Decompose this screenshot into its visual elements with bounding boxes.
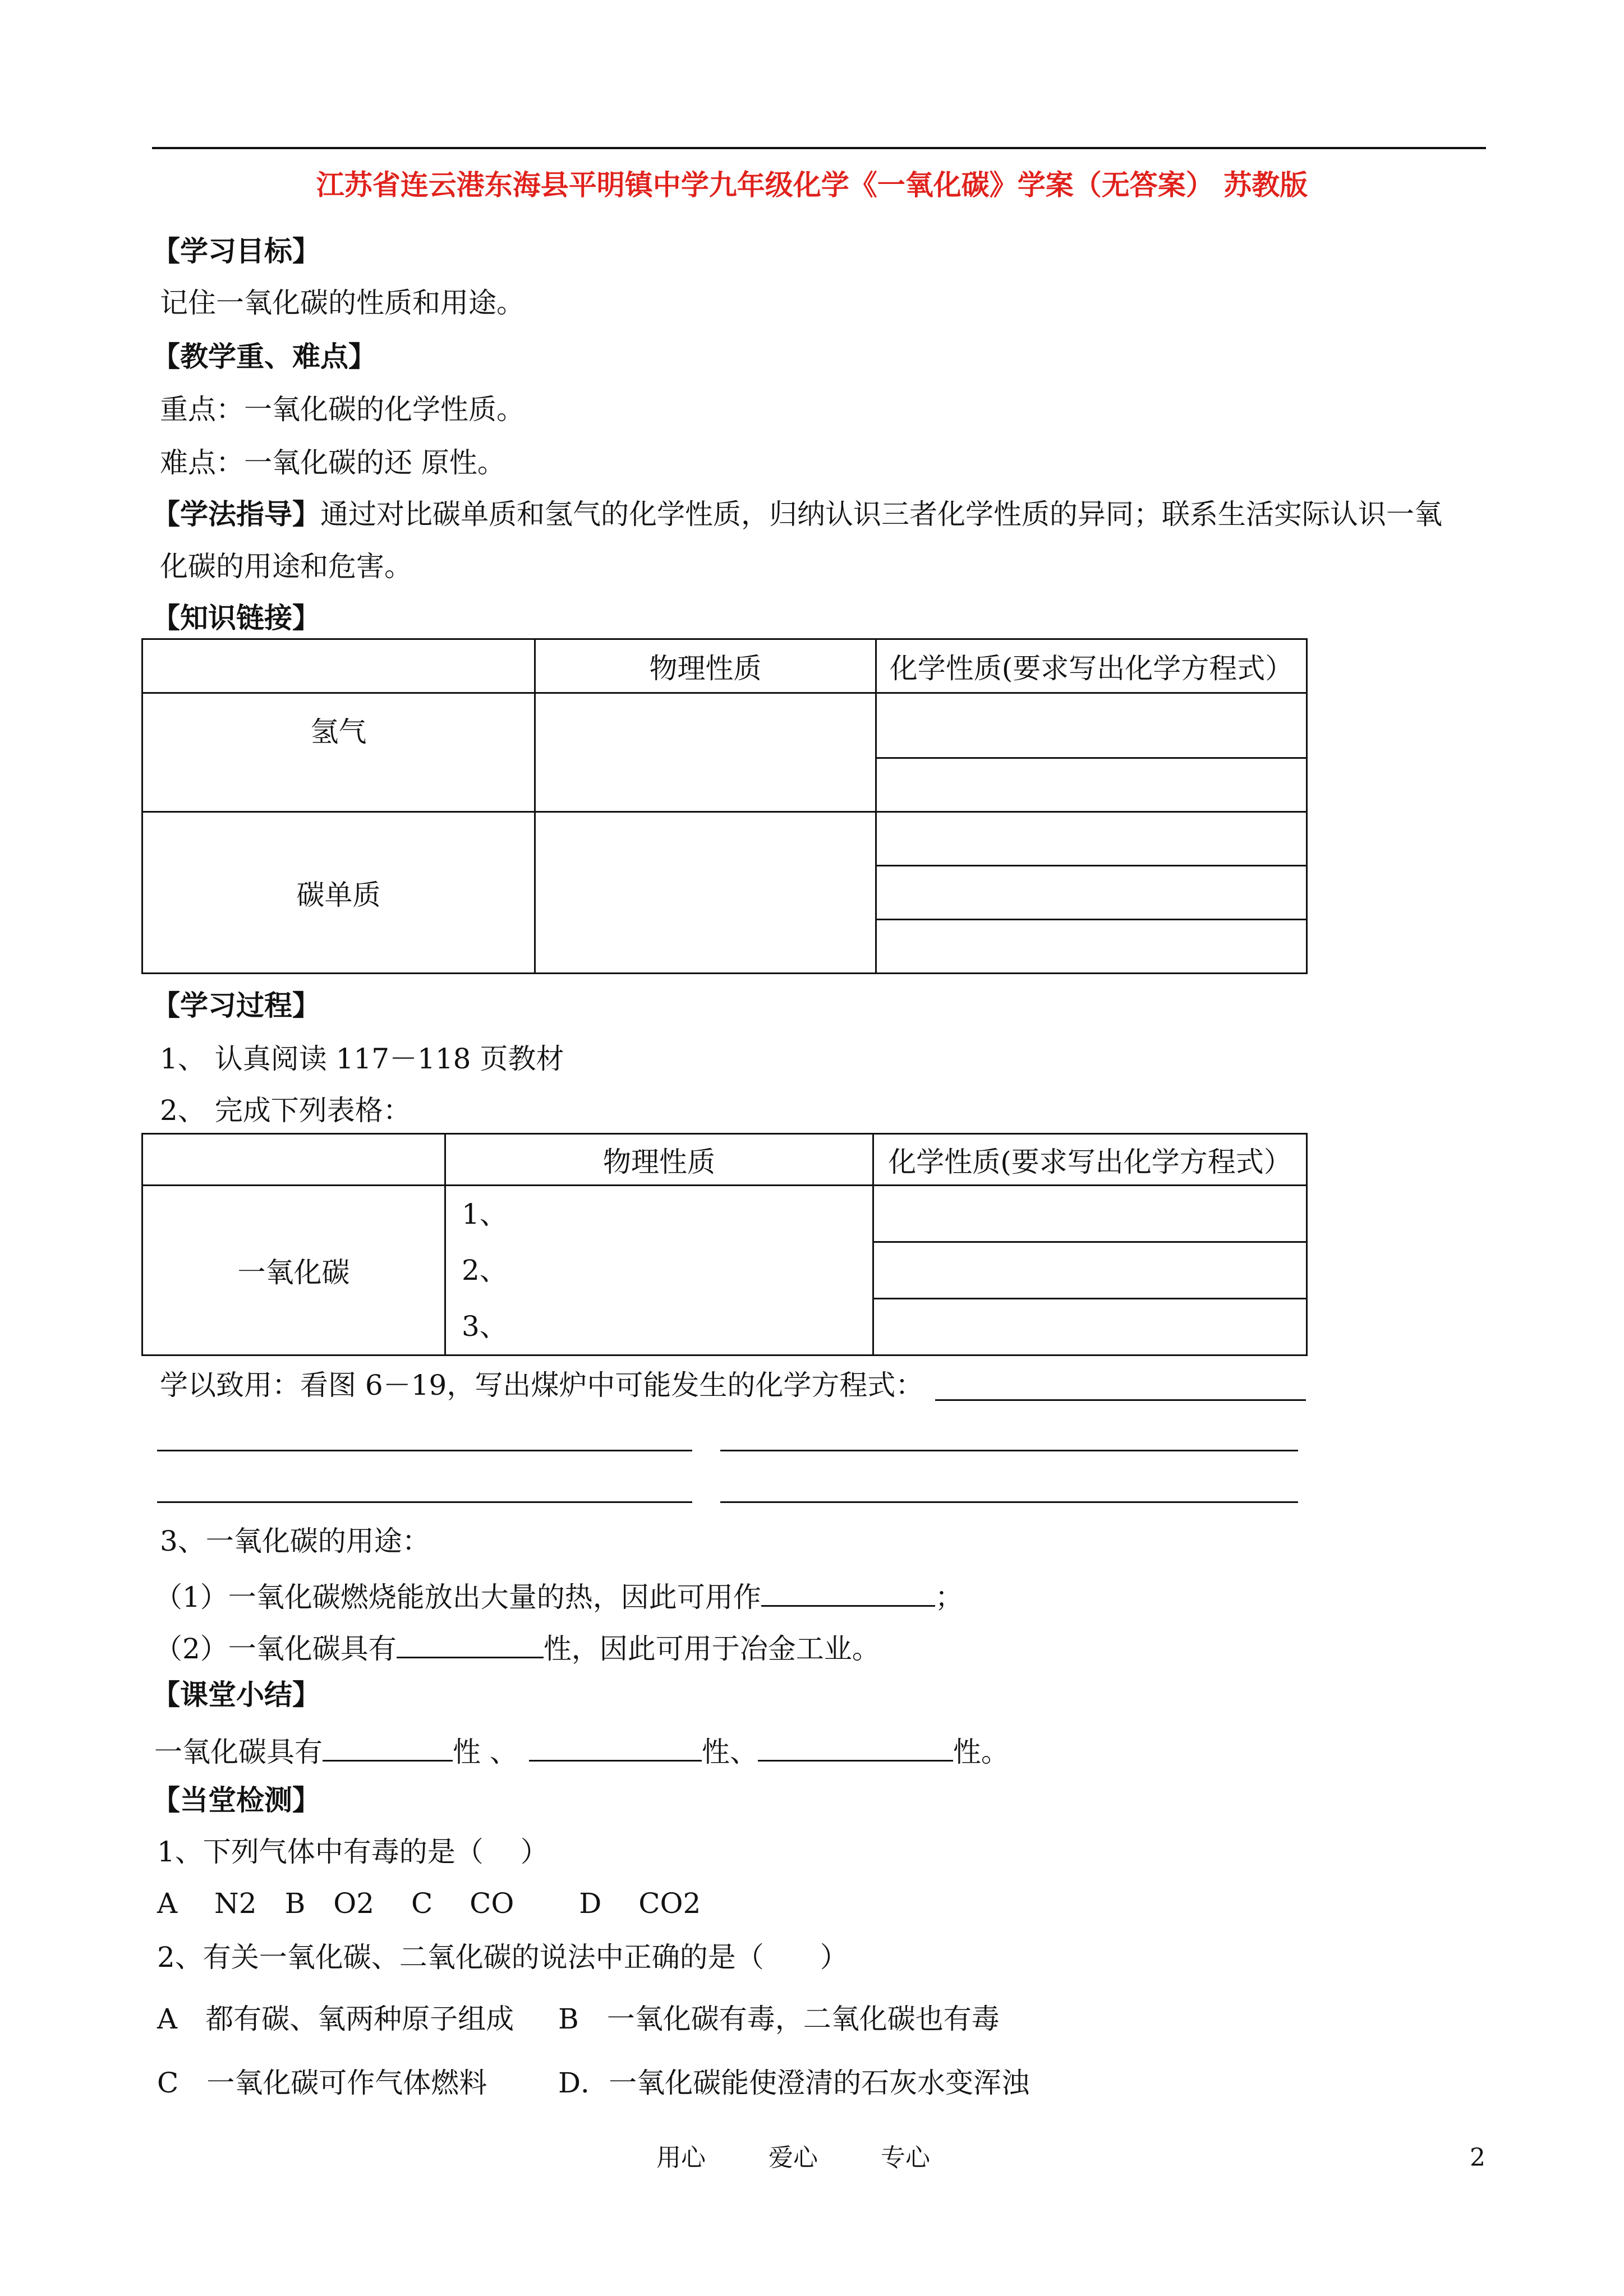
footer-motto-2: 爱心 <box>769 2143 818 2172</box>
use1-suffix: ； <box>935 1581 963 1613</box>
use1-prefix: （1）一氧化碳燃烧能放出大量的热，因此可用作 <box>154 1581 761 1613</box>
summary-line <box>154 1732 1009 1769</box>
table2-item-2: 2、 <box>462 1254 508 1287</box>
table1-hydrogen-chem-1 <box>876 693 1307 758</box>
apply-text: 学以致用：看图 6－19，写出煤炉中可能发生的化学方程式： <box>160 1369 924 1401</box>
table1-header-physical: 物理性质 <box>535 639 876 693</box>
table2-chem-3 <box>873 1299 1307 1356</box>
step1-text: 1、 认真阅读 117－118 页教材 <box>160 1043 564 1075</box>
apply-blank-4[interactable] <box>157 1501 692 1503</box>
table2-item-3: 3、 <box>462 1310 508 1343</box>
method-text-line2: 化碳的用途和危害。 <box>160 550 412 583</box>
table2-chem-1 <box>873 1186 1307 1242</box>
table1-carbon-chem-2 <box>876 866 1307 920</box>
table1-row-hydrogen: 氢气 <box>142 693 535 812</box>
table2-row-co: 一氧化碳 <box>142 1186 445 1356</box>
summary-prefix: 一氧化碳具有 <box>154 1736 323 1768</box>
document-title: 江苏省连云港东海县平明镇中学九年级化学《一氧化碳》学案（无答案） 苏教版 <box>316 168 1308 201</box>
table2-physical-list <box>445 1186 873 1356</box>
method-paragraph <box>152 497 1442 531</box>
apply-blank-3[interactable] <box>720 1450 1298 1451</box>
table1-carbon-chem-3 <box>876 920 1307 974</box>
difficult-point: 难点：一氧化碳的还 原性。 <box>160 446 505 479</box>
objective-text: 记住一氧化碳的性质和用途。 <box>160 287 525 319</box>
apply-blank-5[interactable] <box>720 1501 1298 1503</box>
question-2-option-a: A 都有碳、氧两种原子组成 <box>157 2003 514 2035</box>
table2-empty-header <box>142 1134 445 1186</box>
method-heading: 【学法指导】 <box>152 497 320 531</box>
question-2-option-d: D．一氧化碳能使澄清的石灰水变浑浊 <box>558 2067 1030 2099</box>
knowledge-table <box>141 638 1308 974</box>
summary-suffix: 性。 <box>953 1736 1009 1768</box>
method-text-line1: 通过对比碳单质和氢气的化学性质，归纳认识三者化学性质的异同；联系生活实际认识一氧 <box>320 498 1442 531</box>
use2-prefix: （2）一氧化碳具有 <box>154 1633 397 1665</box>
use1-line <box>154 1577 963 1614</box>
footer-motto-1: 用心 <box>656 2143 706 2172</box>
summary-blank-1[interactable] <box>323 1732 453 1762</box>
question-2-option-b: B 一氧化碳有毒，二氧化碳也有毒 <box>558 2003 1000 2035</box>
test-heading: 【当堂检测】 <box>152 1783 320 1816</box>
table1-hydrogen-physical <box>535 693 876 812</box>
table1-header-chemical: 化学性质(要求写出化学方程式） <box>876 639 1307 693</box>
question-2-option-c: C 一氧化碳可作气体燃料 <box>157 2067 487 2099</box>
summary-mid1: 性 、 <box>453 1736 518 1768</box>
summary-heading: 【课堂小结】 <box>152 1678 320 1711</box>
table1-hydrogen-chem-2 <box>876 758 1307 812</box>
step3-text: 3、一氧化碳的用途： <box>160 1525 430 1557</box>
table2-item-1: 1、 <box>462 1198 508 1230</box>
objective-heading: 【学习目标】 <box>152 234 320 268</box>
table1-carbon-physical <box>535 812 876 974</box>
summary-blank-3[interactable] <box>758 1732 953 1762</box>
table1-empty-header <box>142 639 535 693</box>
use1-blank[interactable] <box>761 1577 935 1607</box>
keypoints-heading: 【教学重、难点】 <box>152 340 376 373</box>
table2-header-chemical: 化学性质(要求写出化学方程式） <box>873 1134 1307 1186</box>
header-rule <box>152 147 1486 149</box>
footer-motto-3: 专心 <box>881 2143 930 2172</box>
carbon-monoxide-table <box>141 1133 1308 1356</box>
step2-text: 2、 完成下列表格： <box>160 1094 411 1127</box>
summary-blank-2[interactable] <box>529 1732 702 1762</box>
use2-line <box>154 1629 880 1666</box>
table2-header-physical: 物理性质 <box>445 1134 873 1186</box>
apply-blank-2[interactable] <box>157 1450 692 1451</box>
question-2: 2、有关一氧化碳、二氧化碳的说法中正确的是（ ） <box>157 1941 848 1974</box>
page-number: 2 <box>1470 2143 1485 2172</box>
question-1: 1、下列气体中有毒的是（ ） <box>157 1836 549 1868</box>
process-heading: 【学习过程】 <box>152 989 320 1022</box>
use2-blank[interactable] <box>397 1629 544 1658</box>
table1-carbon-chem-1 <box>876 812 1307 866</box>
table1-row-carbon: 碳单质 <box>142 812 535 974</box>
use2-suffix: 性，因此可用于冶金工业。 <box>543 1633 880 1665</box>
apply-blank-1[interactable] <box>935 1399 1306 1401</box>
question-1-options: A N2 B O2 C CO D CO2 <box>157 1887 701 1920</box>
knowledge-heading: 【知识链接】 <box>152 601 320 634</box>
summary-mid2: 性、 <box>701 1736 758 1768</box>
table2-chem-2 <box>873 1242 1307 1299</box>
key-point: 重点：一氧化碳的化学性质。 <box>160 393 525 426</box>
